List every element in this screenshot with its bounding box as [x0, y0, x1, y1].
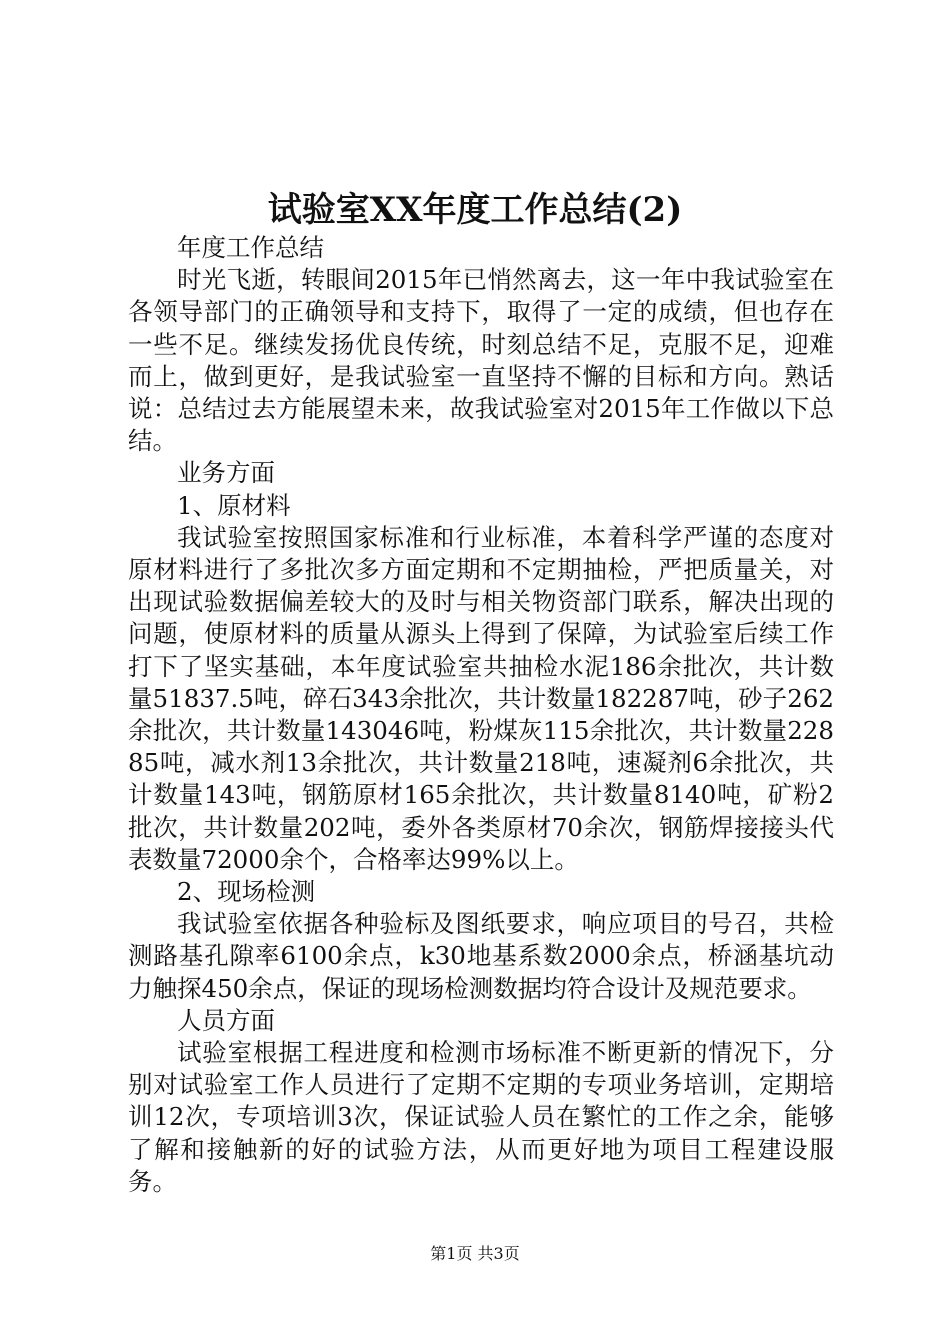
paragraph-heading-annual-summary: 年度工作总结 — [177, 233, 324, 262]
paragraph-personnel: 试验室根据工程进度和检测市场标准不断更新的情况下，分别对试验室工作人员进行了定期不定期的专项业务培训，定期培训12次，专项培训3次，保证试验人员在繁忙的工作之余，能够了解和接触新的好的试验方法，从而更好地为项目工程建设服务。 — [128, 1038, 834, 1196]
subsection-heading-field-testing: 2、现场检测 — [177, 877, 316, 907]
paragraph-intro: 时光飞逝，转眼间2015年已悄然离去，这一年中我试验室在各领导部门的正确领导和支持下，取得了一定的成绩，但也存在一些不足。继续发扬优良传统，时刻总结不足，克服不足，迎难而上，做到更好，是我试验室一直坚持不懈的目标和方向。熟话说：总结过去方能展望未来，故我试验室对2015年工作做以下总结。 — [128, 265, 834, 456]
page-footer: 第1页 共3页 — [430, 1244, 520, 1263]
paragraph-raw-materials: 我试验室按照国家标准和行业标准，本着科学严谨的态度对原材料进行了多批次多方面定期和不定期抽检，严把质量关，对出现试验数据偏差较大的及时与相关物资部门联系，解决出现的问题，使原材料的质量从源头上得到了保障，为试验室后续工作打下了坚实基础，本年度试验室共抽检水泥186余批次，共计数量51837.5吨，碎石343余批次，共计数量182287吨，砂子262余批次，共计数量143046吨，粉煤灰115余批次，共计数量22885吨，减水剂13余批次，共计数量218吨，速凝剂6余批次，共计数量143吨，钢筋原材165余批次，共计数量8140吨，矿粉2批次，共计数量202吨，委外各类原材70余次，钢筋焊接接头代表数量72000余个，合格率达99%以上。 — [128, 522, 834, 874]
document-body — [128, 232, 834, 1198]
section-heading-business: 业务方面 — [177, 458, 275, 488]
subsection-heading-raw-materials: 1、原材料 — [177, 490, 291, 520]
document-title: 试验室XX年度工作总结(2) — [267, 190, 683, 230]
paragraph-field-testing: 我试验室依据各种验标及图纸要求，响应项目的号召，共检测路基孔隙率6100余点，k30地基系数2000余点，桥涵基坑动力触探450余点，保证的现场检测数据均符合设计及规范要求。 — [128, 909, 834, 1003]
section-heading-personnel: 人员方面 — [177, 1005, 275, 1035]
